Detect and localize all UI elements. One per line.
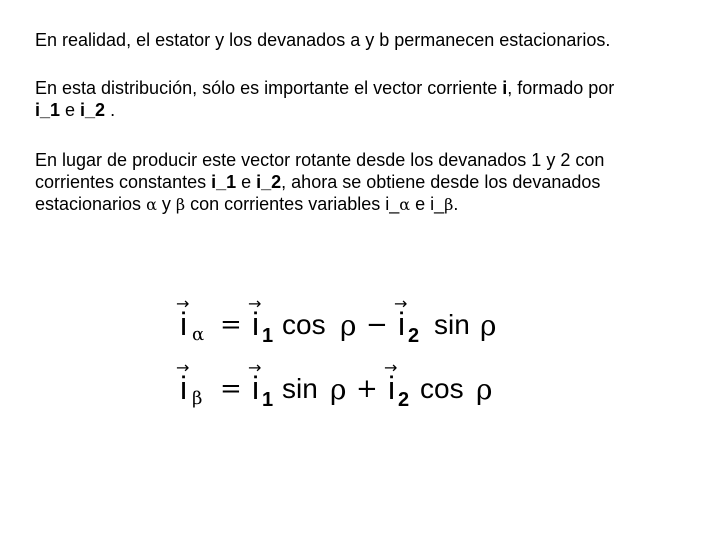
minus-sign: − [366, 310, 388, 340]
beta-symbol: β [175, 195, 186, 214]
bold-symbol-i2: i_2 [256, 172, 282, 192]
bold-symbol-i1: i_1 [35, 100, 61, 120]
vector-i: i [252, 370, 260, 406]
text-segment: En esta distribución, sólo es importante el vector corriente [35, 78, 503, 98]
vector-arrow-icon: → [248, 358, 262, 377]
sin-function: sin [434, 309, 470, 340]
plus-sign: + [356, 374, 378, 404]
equals-sign: = [220, 310, 242, 340]
alpha-symbol: α [399, 195, 411, 214]
vector-arrow-icon: → [176, 358, 190, 377]
bold-symbol-i: i [502, 78, 508, 98]
equals-sign: = [220, 374, 242, 404]
text-segment: e [60, 100, 81, 120]
vector-arrow-icon: → [248, 294, 262, 313]
rho-symbol: ρ [330, 373, 347, 406]
vector-i: i [252, 306, 260, 342]
vector-i: i [398, 306, 406, 342]
text-segment: e i_ [410, 194, 445, 214]
formula-block [170, 296, 530, 426]
rho-symbol: ρ [476, 373, 493, 406]
rho-symbol: ρ [340, 309, 357, 342]
bold-symbol-i1: i_1 [211, 172, 237, 192]
paragraph-estator-text: En realidad, el estator y los devanados a y b permanecen estacionarios. [35, 30, 611, 50]
vector-i: i [180, 306, 188, 342]
text-segment: con corrientes variables i_ [185, 194, 400, 214]
vector-arrow-icon: → [176, 294, 190, 313]
text-segment: e [236, 172, 257, 192]
text-segment: , ahora se obtiene desde los devanados [281, 172, 601, 192]
text-segment: En lugar de producir este vector rotante desde los devanados 1 y 2 con [35, 150, 605, 170]
vector-arrow-icon: → [384, 358, 398, 377]
text-segment: . [105, 100, 116, 120]
text-segment: y [156, 194, 176, 214]
subscript-beta: β [192, 388, 203, 409]
subscript-2: 2 [408, 325, 420, 347]
vector-arrow-icon: → [394, 294, 408, 313]
text-segment: estacionarios [35, 194, 147, 214]
rho-symbol: ρ [480, 309, 497, 342]
cos-function: cos [420, 373, 464, 404]
sin-function: sin [282, 373, 318, 404]
text-segment: corrientes constantes [35, 172, 212, 192]
vector-i: i [180, 370, 188, 406]
text-segment: , formado por [507, 78, 615, 98]
paragraph-devanados [35, 149, 695, 216]
beta-symbol: β [444, 195, 454, 214]
subscript-2: 2 [398, 389, 410, 411]
cos-function: cos [282, 309, 326, 340]
paragraph-estator [35, 29, 695, 51]
alpha-symbol: α [146, 195, 157, 214]
text-segment: . [453, 194, 459, 214]
subscript-1: 1 [262, 389, 274, 411]
vector-i: i [388, 370, 396, 406]
bold-symbol-i2: i_2 [80, 100, 106, 120]
subscript-alpha: α [192, 324, 205, 345]
paragraph-vector-corriente [35, 77, 695, 121]
subscript-1: 1 [262, 325, 274, 347]
